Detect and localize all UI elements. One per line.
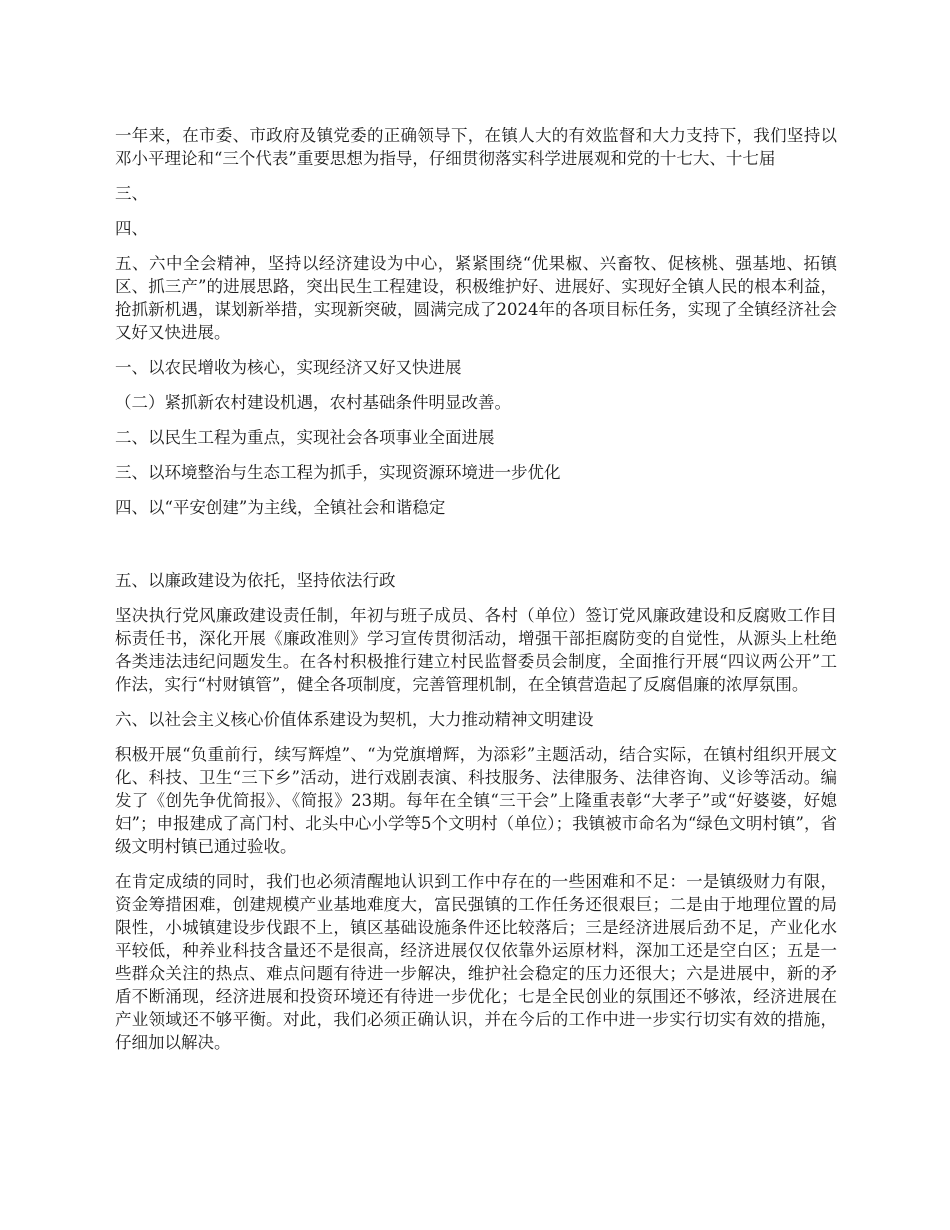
- section-heading-4: 四、以“平安创建”为主线，全镇社会和谐稳定: [115, 498, 446, 517]
- anti-corruption-paragraph: 坚决执行党风廉政建设责任制，年初与班子成员、各村（单位）签订党风廉政建设和反腐败工作目标责任书，深化开展《廉政准则》学习宣传贯彻活动，增强干部拒腐防变的自觉性，从源头上杜绝各类违法违纪问题发生。在各村积极推行建立村民监督委员会制度，全面推行开展“四议两公开”工作法，实行“村财镇管”，健全各项制度，完善管理机制，在全镇营造起了反腐倡廉的浓厚氛围。: [115, 606, 837, 694]
- blank-spacer: [115, 531, 837, 569]
- section-heading-2: 二、以民生工程为重点，实现社会各项事业全面进展: [115, 428, 495, 447]
- heading-three: 三、: [115, 184, 148, 203]
- document-body: [115, 124, 837, 1066]
- section-heading-5: 五、以廉政建设为依托，坚持依法行政: [115, 571, 396, 590]
- problems-paragraph: 在肯定成绩的同时，我们也必须清醒地认识到工作中存在的一些困难和不足：一是镇级财力有限，资金筹措困难，创建规模产业基地难度大，富民强镇的工作任务还很艰巨；二是由于地理位置的局限性，小城镇建设步伐跟不上，镇区基础设施条件还比较落后；三是经济进展后劲不足，产业化水平较低，种养业科技含量还不是很高，经济进展仅仅依靠外运原材料，深加工还是空白区；五是一些群众关注的热点、难点问题有待进一步解决，维护社会稳定的压力还很大；六是进展中，新的矛盾不断涌现，经济进展和投资环境还有待进一步优化；七是全民创业的氛围还不够浓，经济进展在产业领域还不够平衡。对此，我们必须正确认识，并在今后的工作中进一步实行切实有效的措施，仔细加以解决。: [115, 872, 837, 1052]
- intro-paragraph: 一年来，在市委、市政府及镇党委的正确领导下，在镇人大的有效监督和大力支持下，我们坚持以邓小平理论和“三个代表”重要思想为指导，仔细贯彻落实科学进展观和党的十七大、十七届: [115, 126, 837, 168]
- section-heading-1: 一、以农民增收为核心，实现经济又好又快进展: [115, 358, 462, 377]
- section-heading-3: 三、以环境整治与生态工程为抓手，实现资源环境进一步优化: [115, 463, 561, 482]
- subsection-heading-2: （二）紧抓新农村建设机遇，农村基础条件明显改善。: [115, 393, 511, 412]
- civilization-paragraph: 积极开展“负重前行，续写辉煌”、“为党旗增辉，为添彩”主题活动，结合实际，在镇村组织开展文化、科技、卫生“三下乡”活动，进行戏剧表演、科技服务、法律服务、法律咨询、义诊等活动。编发了《创先争优简报》、《简报》23期。每年在全镇“三干会”上隆重表彰“大孝子”或“好婆婆，好媳妇”；申报建成了高门村、北头中心小学等5个文明村（单位）；我镇被市命名为“绿色文明村镇”，省级文明村镇已通过验收。: [115, 745, 837, 856]
- plenary-paragraph: 五、六中全会精神，坚持以经济建设为中心，紧紧围绕“优果椒、兴畜牧、促核桃、强基地、拓镇区、抓三产”的进展思路，突出民生工程建设，积极维护好、进展好、实现好全镇人民的根本利益，抢抓新机遇，谋划新举措，实现新突破，圆满完成了2024年的各项目标任务，实现了全镇经济社会又好又快进展。: [115, 254, 837, 342]
- section-heading-6: 六、以社会主义核心价值体系建设为契机，大力推动精神文明建设: [115, 710, 594, 729]
- heading-four: 四、: [115, 219, 148, 238]
